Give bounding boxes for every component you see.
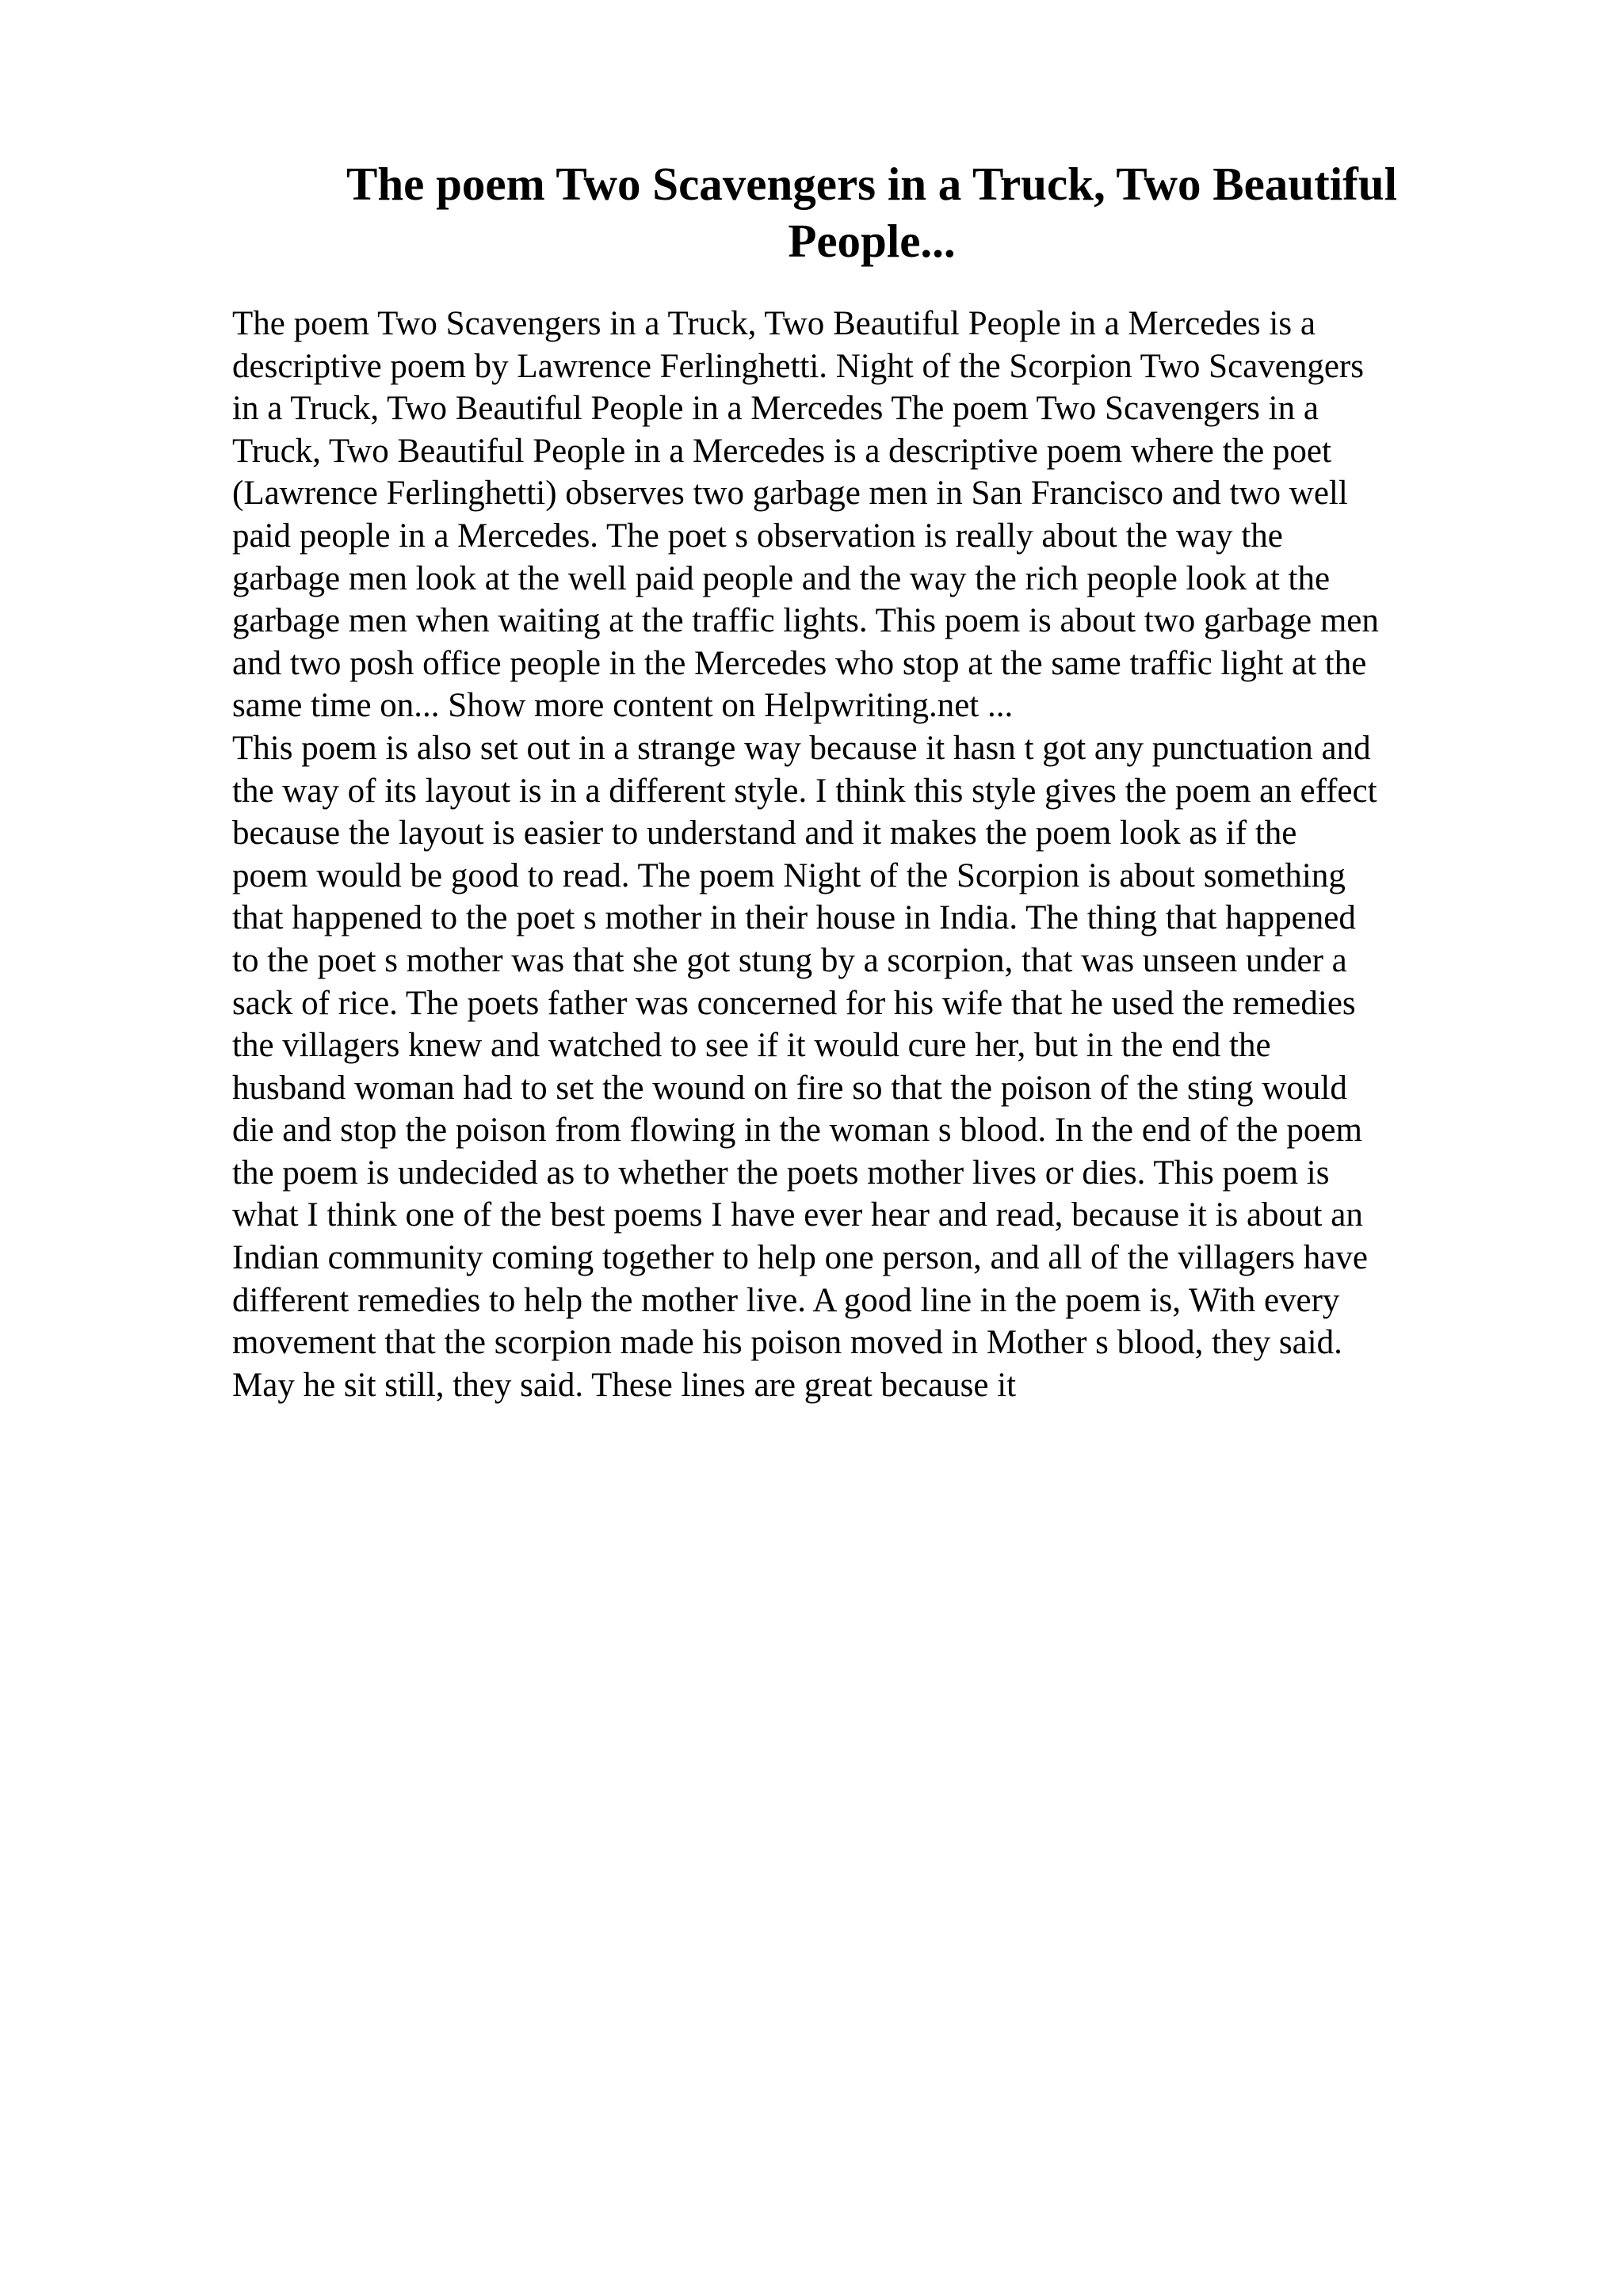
title-line: People... [788,215,956,267]
body-line: in a Truck, Two Beautiful People in a Mercedes The poem Two Scavengers in a [232,390,1319,428]
body-line: This poem is also set out in a strange way because it hasn t got any punctuation and [232,729,1371,767]
body-line: May he sit still, they said. These lines are great because it [232,1366,1017,1404]
body-line: the poem is undecided as to whether the poets mother lives or dies. This poem is [232,1154,1330,1192]
body-line: the way of its layout is in a different style. I think this style gives the poem an effect [232,772,1377,810]
body-line: paid people in a Mercedes. The poet s observation is really about the way the [232,517,1283,555]
document-title [301,155,1442,269]
body-line: and two posh office people in the Mercedes who stop at the same traffic light at the [232,644,1367,682]
body-line: what I think one of the best poems I have ever hear and read, because it is about an [232,1196,1363,1234]
body-line: Indian community coming together to help one person, and all of the villagers have [232,1239,1368,1277]
body-line: because the layout is easier to understand and it makes the poem look as if the [232,814,1297,852]
body-line: sack of rice. The poets father was concerned for his wife that he used the remedies [232,984,1356,1022]
title-line: The poem Two Scavengers in a Truck, Two Beautiful [346,158,1397,210]
body-line: descriptive poem by Lawrence Ferlinghetti. Night of the Scorpion Two Scavengers [232,347,1364,385]
body-line: that happened to the poet s mother in their house in India. The thing that happened [232,899,1356,937]
body-line: garbage men look at the well paid people and the way the rich people look at the [232,559,1331,597]
body-line: husband woman had to set the wound on fire so that the poison of the sting would [232,1069,1347,1107]
body-line: to the poet s mother was that she got stung by a scorpion, that was unseen under a [232,941,1347,979]
body-line: Truck, Two Beautiful People in a Mercedes is a descriptive poem where the poet [232,432,1331,470]
body-line: The poem Two Scavengers in a Truck, Two Beautiful People in a Mercedes is a [232,305,1316,342]
body-line: same time on... Show more content on Helpwriting.net ... [232,687,1014,725]
body-line: different remedies to help the mother live. A good line in the poem is, With every [232,1281,1340,1319]
body-line: poem would be good to read. The poem Night of the Scorpion is about something [232,856,1346,894]
body-line: die and stop the poison from flowing in the woman s blood. In the end of the poem [232,1112,1362,1150]
body-line: the villagers knew and watched to see if it would cure her, but in the end the [232,1027,1271,1065]
body-line: garbage men when waiting at the traffic lights. This poem is about two garbage men [232,602,1379,640]
body-line: movement that the scorpion made his poison moved in Mother s blood, they said. [232,1324,1342,1362]
body-line: (Lawrence Ferlinghetti) observes two garbage men in San Francisco and two well [232,475,1348,513]
document-body [232,303,1500,1406]
